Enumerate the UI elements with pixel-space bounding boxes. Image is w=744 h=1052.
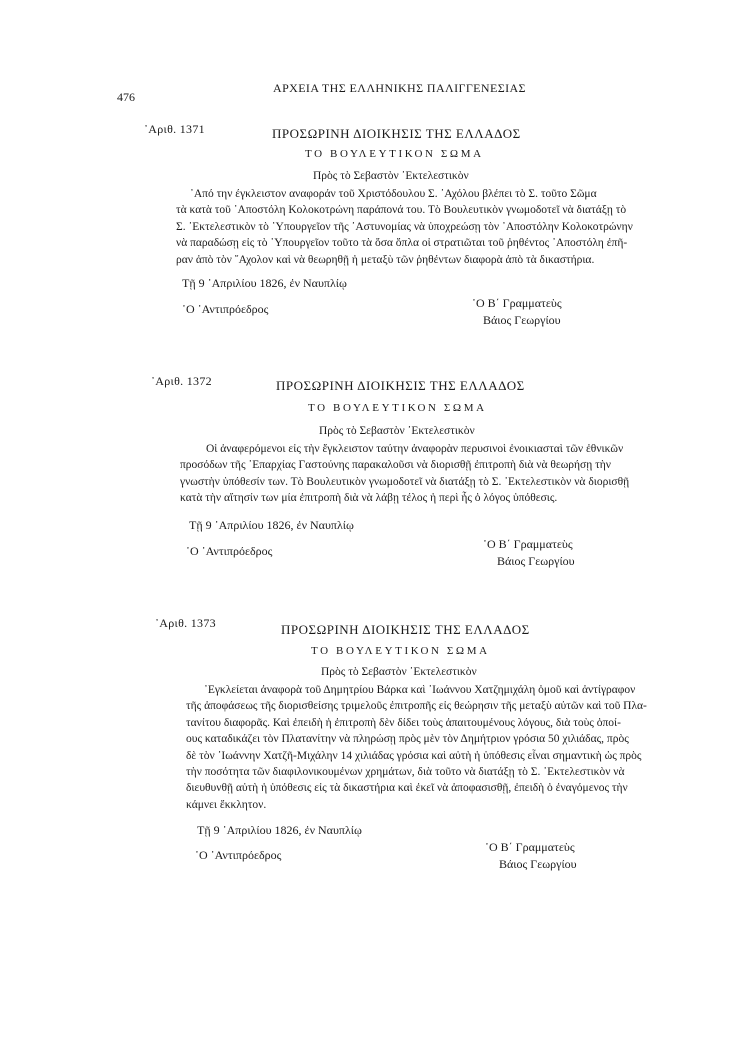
document-date: Τῇ 9 ᾿Απριλίου 1826, ἐν Ναυπλίῳ	[197, 823, 362, 837]
document-body	[176, 186, 670, 268]
secretary-name: Βάιος Γεωργίου	[497, 554, 575, 568]
body-line: Οἱ ἀναφερόμενοι εἰς τὴν ἔγκλειστον ταύτην ἀναφορὰν περυσινοὶ ἐνοικιασταὶ τῶν ἐθνικῶν	[206, 443, 624, 455]
document-subtitle: ΤΟ ΒΟΥΛΕΥΤΙΚΟΝ ΣΩΜΑ	[308, 402, 487, 414]
secretary-role: ῾Ο Β΄ Γραμματεὺς	[472, 296, 562, 310]
document-title: ΠΡΟΣΩΡΙΝΗ ΔΙΟΙΚΗΣΙΣ ΤΗΣ ΕΛΛΑΔΟΣ	[281, 622, 530, 637]
body-line: κατὰ τὴν αἴτησίν των μία ἐπιτροπὴ διὰ νὰ λάβῃ τέλος ἡ περὶ ἧς ὁ λόγος ὑπόθεσις.	[180, 492, 558, 505]
body-line: τῆς ἀποφάσεως τῆς διορισθείσης τριμελοῦς ἐπιτροπῆς εἰς θεώρησιν τῆς μεταξὺ αὐτῶν καὶ τοῦ Πλα-	[186, 700, 647, 713]
body-line: ᾿Εγκλείεται ἀναφορὰ τοῦ Δημητρίου Βάρκα καὶ ᾿Ιωάννου Χατζημιχάλη ὁμοῦ καὶ ἀντίγραφον	[204, 684, 636, 696]
body-line: τὴν ποσότητα τῶν διαφιλονικουμένων χρημάτων, διὰ τοῦτο νὰ διατάξῃ τὸ Σ. ᾿Εκτελεστικὸν νὰ	[186, 766, 625, 779]
document-addressee: Πρὸς τὸ Σεβαστὸν ᾿Εκτελεστικὸν	[319, 425, 475, 437]
body-line: ους καταδικάζει τὸν Πλατανίτην νὰ πληρώσῃ πρὸς μὲν τὸν Δημήτριον γρόσια 50 χιλιάδας, πρὸς	[186, 733, 629, 746]
secretary-role: ῾Ο Β΄ Γραμματεὺς	[483, 537, 573, 551]
body-line: τὰ κατὰ τοῦ ᾿Αποστόλη Κολοκοτρώνη παράπονά του. Τὸ Βουλευτικὸν γνωμοδοτεῖ νὰ διατάξῃ τὸ	[176, 204, 627, 217]
body-line: προσόδων τῆς ᾿Επαρχίας Γαστούνης παρακαλοῦσι νὰ διορισθῇ ἐπιτροπὴ διὰ νὰ θεωρήσῃ τὴν	[180, 459, 611, 472]
vice-president-signature: ῾Ο ᾿Αντιπρόεδρος	[195, 848, 282, 862]
document-body	[186, 682, 678, 813]
document-number: ᾿Αριθ. 1372	[151, 374, 212, 388]
page-header	[0, 0, 744, 104]
document-date: Τῇ 9 ᾿Απριλίου 1826, ἐν Ναυπλίῳ	[189, 518, 354, 532]
body-line: ᾿Από την έγκλειστον αναφοράν τοῦ Χριστόδουλου Σ. ᾿Αχόλου βλέπει τὸ Σ. τοῦτο Σῶμα	[190, 188, 597, 200]
body-line: τανίτου διαφορᾶς. Καὶ ἐπειδὴ ἡ ἐπιτροπὴ δὲν δίδει τοὺς ἀπαιτουμένους λόγους, διὰ τοὺς ὁποί-	[186, 716, 621, 729]
secretary-role: ῾Ο Β΄ Γραμματεὺς	[485, 840, 575, 854]
body-line: διευθυνθῇ αὐτὴ ἡ ὑπόθεσις εἰς τὰ δικαστήρια καὶ ἐκεῖ νὰ ἀποφασισθῇ, ἐπειδὴ ὁ ἐναγόμενος τὴν	[186, 782, 628, 795]
document-subtitle: ΤΟ ΒΟΥΛΕΥΤΙΚΟΝ ΣΩΜΑ	[311, 645, 490, 657]
secretary-name: Βάιος Γεωργίου	[483, 313, 561, 327]
body-line: νὰ παραδώσῃ εἰς τὸ ῾Υπουργεῖον τοῦτο τὰ ὅσα ὅπλα οἱ στρατιῶται τοῦ ῥηθέντος ᾿Αποστόλη ἐπῆ-	[176, 237, 628, 250]
document-number: ᾿Αριθ. 1373	[155, 616, 216, 630]
document-addressee: Πρὸς τὸ Σεβαστὸν ᾿Εκτελεστικὸν	[313, 170, 469, 182]
document-title: ΠΡΟΣΩΡΙΝΗ ΔΙΟΙΚΗΣΙΣ ΤΗΣ ΕΛΛΑΔΟΣ	[276, 378, 525, 393]
page-number: 476	[117, 90, 135, 104]
body-line: κάμνει ἔκκλητον.	[186, 798, 267, 811]
secretary-name: Βάιος Γεωργίου	[499, 857, 577, 871]
body-line: Σ. ᾿Εκτελεστικὸν τὸ ῾Υπουργεῖον τῆς ᾿Αστυνομίας νὰ ὑποχρεώσῃ τὸν ᾿Αποστόλην Κολοκοτρώνην	[176, 220, 633, 233]
vice-president-signature: ῾Ο ᾿Αντιπρόεδρος	[186, 544, 273, 558]
document-subtitle: ΤΟ ΒΟΥΛΕΥΤΙΚΟΝ ΣΩΜΑ	[305, 148, 484, 160]
body-line: δὲ τὸν ᾿Ιωάννην Χατζῆ-Μιχάλην 14 χιλιάδας γρόσια καὶ αὐτὴ ἡ ὑπόθεσις εἶναι σημαντικὴ ὡς πρὸς	[186, 749, 642, 762]
document-date: Τῇ 9 ᾿Απριλίου 1826, ἐν Ναυπλίῳ	[182, 276, 347, 290]
document-addressee: Πρὸς τὸ Σεβαστὸν ᾿Εκτελεστικὸν	[321, 666, 477, 678]
document-number: ᾿Αριθ. 1371	[144, 122, 205, 136]
running-head: ΑΡΧΕΙΑ ΤΗΣ ΕΛΛΗΝΙΚΗΣ ΠΑΛΙΓΓΕΝΕΣΙΑΣ	[273, 81, 526, 95]
body-line: ραν ἀπὸ τὸν ῎Αχολον καὶ νὰ θεωρηθῇ ἡ μεταξὺ τῶν ῥηθέντων διαφορὰ ἀπὸ τὰ δικαστήρια.	[176, 253, 595, 266]
vice-president-signature: ῾Ο ᾿Αντιπρόεδρος	[182, 302, 269, 316]
document-body	[180, 441, 674, 507]
document-title: ΠΡΟΣΩΡΙΝΗ ΔΙΟΙΚΗΣΙΣ ΤΗΣ ΕΛΛΑΔΟΣ	[272, 126, 521, 141]
body-line: γνωστὴν ὑπόθεσίν των. Τὸ Βουλευτικὸν γνωμοδοτεῖ νὰ διατάξῃ τὸ Σ. ᾿Εκτελεστικὸν νὰ διορισθῇ	[180, 475, 630, 488]
